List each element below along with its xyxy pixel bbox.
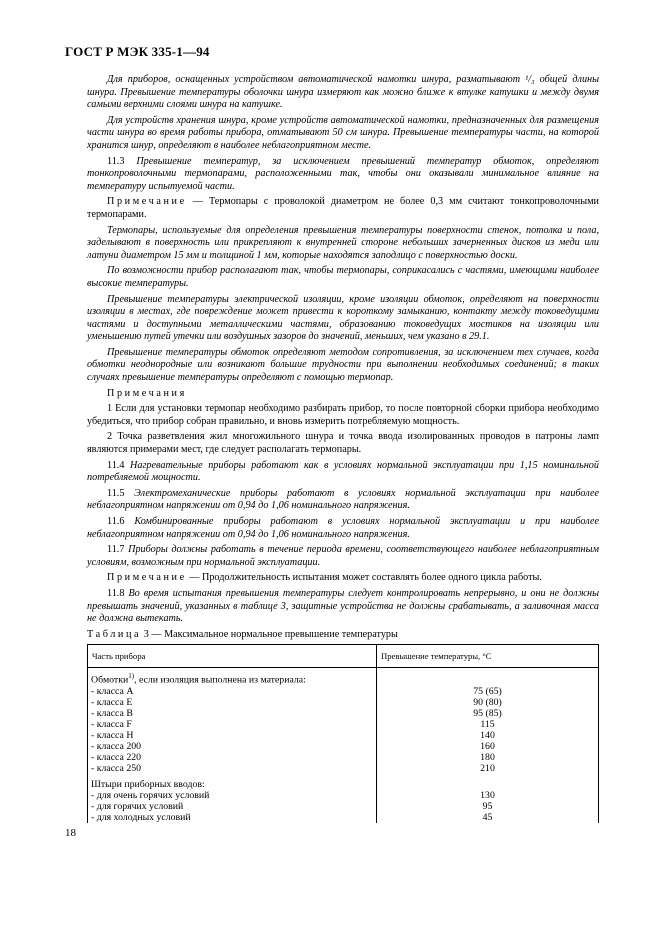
value-cell: 130 xyxy=(377,790,599,801)
footnote-marker: 1) xyxy=(128,672,135,681)
table-row xyxy=(88,801,599,812)
paragraph-insulation: Превышение температуры электрической изоляции, кроме изоляции обмоток, определяют на поверхности изоляции в местах, где повреждение может привести к короткому замыканию, контакту между токоведущими частями и доступными металлическими частями, образованию токоведущих мостиков на изоляции или уменьшению путей утечки или воздушных зазоров до значений, меньших, чем указано в 29.1. xyxy=(87,293,599,343)
note-label: Примечание xyxy=(107,572,187,584)
value-cell: 140 xyxy=(377,730,599,741)
table-row xyxy=(88,730,599,741)
temperature-table xyxy=(87,644,599,822)
value-cell: 75 (65) xyxy=(377,686,599,697)
page-body xyxy=(87,74,599,823)
part-cell: - класса А xyxy=(88,686,377,697)
inlet-pins-title: Штыри приборных вводов: xyxy=(88,774,377,790)
value-cell: 160 xyxy=(377,741,599,752)
value-cell: 180 xyxy=(377,752,599,763)
part-cell: - класса Н xyxy=(88,730,377,741)
table-label: Таблица xyxy=(87,628,142,640)
part-cell: - класса 220 xyxy=(88,752,377,763)
clause-11-6 xyxy=(87,516,599,541)
note-text: — Продолжительность испытания может составлять более одного цикла работы. xyxy=(186,572,542,584)
paragraph-cord-reel: Для приборов, оснащенных устройством автоматической намотки шнура, разматывают ¹/₃ общей длины шнура. Превышение температуры оболочки шнура измеряют как можно ближе к втулке катушки и между двумя самыми верхними слоями шнура на катушке. xyxy=(87,74,599,111)
table-group-title-row xyxy=(88,668,599,686)
clause-text: Во время испытания превышения температуры следует контролировать непрерывно, и они не должны превышать значений, указанных в таблице 3, защитные устройства не должны срабатывать, а заливочная масса не должна вытекать. xyxy=(87,587,599,625)
clause-text: Превышение температур, за исключением превышений температур обмоток, определяют тонкопроволочными термопарами, расположенными так, чтобы они оказывали минимальное влияние на температуру испытуемой части. xyxy=(87,155,599,192)
value-cell: 95 (85) xyxy=(377,708,599,719)
clause-text: Приборы должны работать в течение периода времени, соответствующего наиболее неблагоприятным условиям, возможным при нормальной эксплуатации. xyxy=(87,544,600,568)
clause-number: 11.6 xyxy=(107,516,125,527)
table-row xyxy=(88,741,599,752)
table-row xyxy=(88,719,599,730)
page-number: 18 xyxy=(65,827,76,839)
clause-11-8 xyxy=(87,588,599,626)
clause-11-5 xyxy=(87,488,599,513)
clause-11-7 xyxy=(87,544,599,569)
part-cell: - класса 250 xyxy=(88,763,377,774)
note-item-2: 2 Точка разветвления жил многожильного шнура и точка ввода изолированных проводов в патроны ламп являются примерами мест, где следует располагать термопары. xyxy=(87,431,599,456)
notes-label: Примечания xyxy=(107,387,187,399)
table-row xyxy=(88,697,599,708)
part-cell: - для холодных условий xyxy=(88,812,377,823)
notes-heading xyxy=(87,388,599,401)
paragraph-windings: Превышение температуры обмоток определяют методом сопротивления, за исключением тех случаев, когда обмотки неоднородные или возникают большие трудности при выполнении необходимых соединений; в таких случаях превышение температуры определяют с помощью термопар. xyxy=(87,346,599,384)
clause-number: 11.5 xyxy=(107,487,125,499)
part-cell: - класса Е xyxy=(88,697,377,708)
table-header-row xyxy=(88,645,599,668)
clause-text: Комбинированные приборы работают в условиях нормальной эксплуатации и при наиболее неблагоприятном напряжении от 0,94 до 1,06 номинального напряжения. xyxy=(87,516,599,540)
value-cell: 90 (80) xyxy=(377,697,599,708)
value-cell: 210 xyxy=(377,763,599,774)
table-row xyxy=(88,686,599,697)
paragraph-positioning: По возможности прибор располагают так, чтобы термопары, соприкасались с частями, имеющими наиболее высокие температуры. xyxy=(87,265,599,289)
clause-11-4 xyxy=(87,460,599,485)
clause-number: 11.8 xyxy=(107,587,125,599)
part-cell: - класса 200 xyxy=(88,741,377,752)
document-header: ГОСТ Р МЭК 335-1—94 xyxy=(65,44,210,59)
windings-title: Обмотки$^{1)}$, если изоляция выполнена из материала: xyxy=(88,668,377,686)
table-row xyxy=(88,708,599,719)
table-row xyxy=(88,812,599,823)
clause-number: 11.7 xyxy=(107,544,125,556)
clause-number: 11.4 xyxy=(107,459,125,471)
paragraph-cord-storage: Для устройств хранения шнура, кроме устройств автоматической намотки, предназначенных для размещения части шнура во время работы прибора, отматывают 50 см шнура. Превышение температуры части, на которой хранится шнур, определяют в наиболее неблагоприятном месте. xyxy=(87,114,599,151)
clause-text: Электромеханические приборы работают в условиях нормальной эксплуатации при наиболее неблагоприятном напряжении от 0,94 до 1,06 номинального напряжения. xyxy=(87,487,599,512)
clause-11-3 xyxy=(87,156,599,194)
clause-number: 11.3 xyxy=(107,155,125,167)
table-caption xyxy=(87,629,599,642)
part-cell: - класса В xyxy=(88,708,377,719)
part-cell: - класса F xyxy=(88,719,377,730)
value-cell: 115 xyxy=(377,719,599,730)
column-header-rise: Превышение температуры, °С xyxy=(377,645,599,668)
part-cell: - для горячих условий xyxy=(88,801,377,812)
table-title: 3 — Максимальное нормальное превышение температуры xyxy=(141,628,398,640)
value-cell: 45 xyxy=(377,812,599,823)
table-row xyxy=(88,790,599,801)
column-header-part: Часть прибора xyxy=(88,645,377,668)
note-label: Примечание xyxy=(107,196,187,208)
table-row xyxy=(88,752,599,763)
value-cell: 95 xyxy=(377,801,599,812)
note-duration xyxy=(87,572,599,585)
table-row xyxy=(88,763,599,774)
note-thermocouples xyxy=(87,196,599,221)
paragraph-thermocouple-discs: Термопары, используемые для определения превышения температуры поверхности стенок, потолка и пола, заделывают в поверхность или прикрепляют к внутренней стороне небольших зачерненных дисков из меди или латуни диаметром 15 мм и толщиной 1 мм, которые находятся заподлицо с поверхностью доски. xyxy=(87,224,599,261)
part-cell: - для очень горячих условий xyxy=(88,790,377,801)
note-text: — Термопары с проволокой диаметром не более 0,3 мм считают тонкопроволочными термопарами. xyxy=(87,196,599,220)
table-group-title-row xyxy=(88,774,599,790)
clause-text: Нагревательные приборы работают как в условиях нормальной эксплуатации при 1,15 номинальной потребляемой мощности. xyxy=(87,459,599,484)
note-item-1: 1 Если для установки термопар необходимо разбирать прибор, то после повторной сборки прибора необходимо убедиться, что прибор собран правильно, и вновь измерить потребляемую мощность. xyxy=(87,403,599,427)
